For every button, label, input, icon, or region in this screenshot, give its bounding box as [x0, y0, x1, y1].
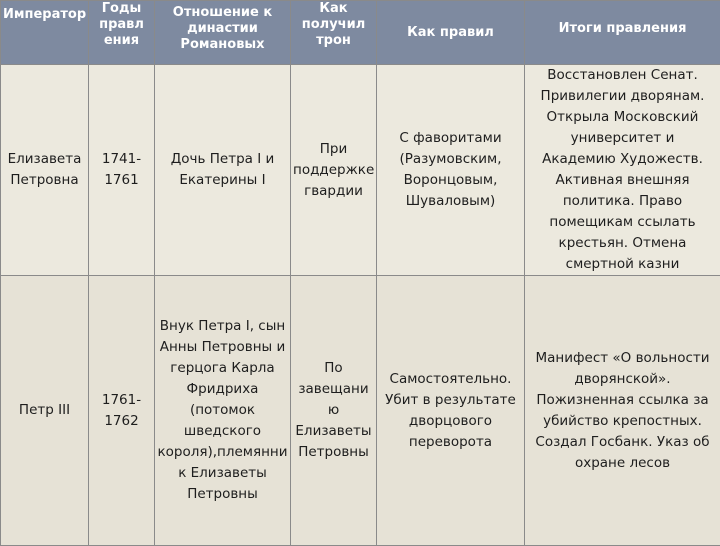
- cell-relation: Дочь Петра I и Екатерины I: [155, 65, 291, 276]
- table-row: [1, 65, 720, 276]
- cell-results: Восстановлен Сенат. Привилегии дворянам. Открыла Московский университет и Академию Художеств. Активная внешняя политика. Право помещикам ссылать крестьян. Отмена смертной казни: [525, 65, 720, 276]
- cell-years: 1761- 1762: [89, 276, 155, 546]
- cell-emperor: Елизавета Петровна: [1, 65, 89, 276]
- cell-emperor: Петр III: [1, 276, 89, 546]
- header-years: [89, 1, 155, 65]
- header-emperor-label: Император: [3, 7, 86, 22]
- header-relation: [155, 1, 291, 65]
- cell-throne: По завещани ю Елизаветы Петровны: [291, 276, 377, 546]
- cell-rule: С фаворитами (Разумовским, Воронцовым, Шуваловым): [377, 65, 525, 276]
- header-relation-label: Отношение к династии Романовых: [173, 5, 272, 52]
- cell-rule: Самостоятельно. Убит в результате дворцового переворота: [377, 276, 525, 546]
- header-results-label: Итоги правления: [559, 21, 687, 36]
- header-row: [1, 1, 720, 65]
- cell-years: 1741- 1761: [89, 65, 155, 276]
- header-rule: [377, 1, 525, 65]
- header-throne-label: Как получил трон: [302, 1, 365, 48]
- cell-relation: Внук Петра I, сын Анны Петровны и герцога Карла Фридриха (потомок шведского короля),племянни к Елизаветы Петровны: [155, 276, 291, 546]
- header-years-label: Годы правл ения: [99, 1, 144, 48]
- cell-throne: При поддержке гвардии: [291, 65, 377, 276]
- table-row: [1, 276, 720, 546]
- header-throne: [291, 1, 377, 65]
- header-results: [525, 1, 720, 65]
- cell-results: Манифест «О вольности дворянской». Пожизненная ссылка за убийство крепостных. Создал Госбанк. Указ об охране лесов: [525, 276, 720, 546]
- header-rule-label: Как правил: [407, 25, 494, 40]
- header-emperor: [1, 1, 89, 65]
